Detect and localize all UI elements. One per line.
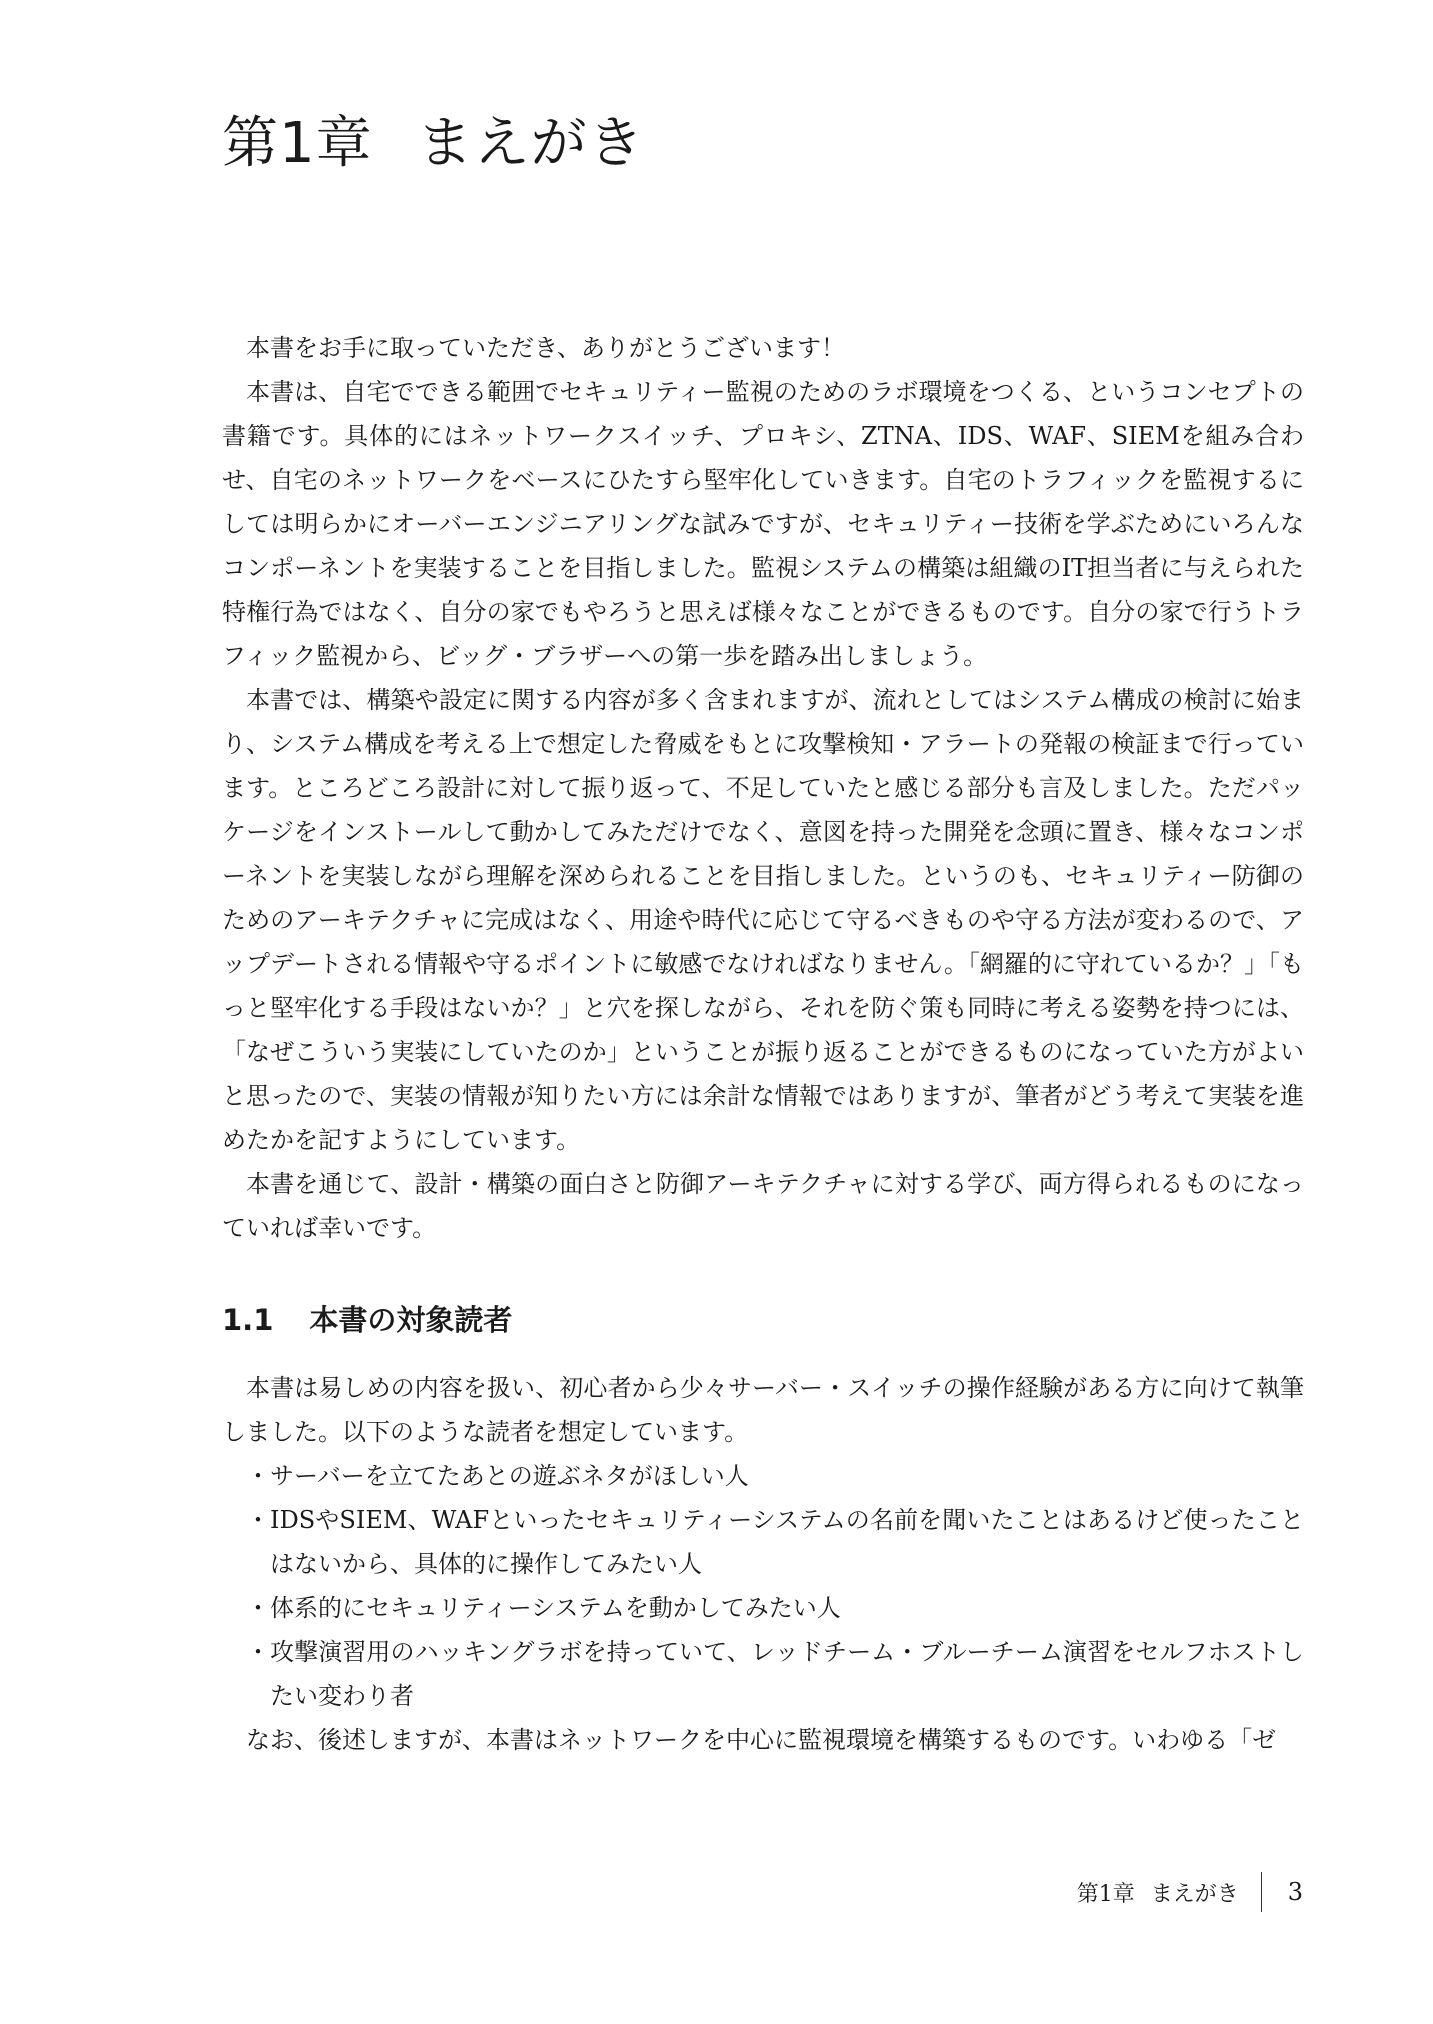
chapter-number: 第1章 [222,111,373,176]
bullet-mark: ・ [246,1462,270,1490]
section-title-text: 本書の対象読者 [309,1303,513,1337]
page-footer [1077,1872,1303,1912]
bullet-mark: ・ [246,1506,270,1534]
list-item [222,1630,1304,1718]
section-heading [222,1298,1304,1342]
bullet-mark: ・ [246,1594,270,1622]
section-number: 1.1 [222,1303,274,1337]
section-lead-paragraph: 本書は易しめの内容を扱い、初心者から少々サーバー・スイッチの操作経験がある方に向けて執筆しました。以下のような読者を想定しています。 [222,1374,1304,1446]
list-item [222,1498,1304,1586]
chapter-title-text: まえがき [416,111,645,176]
running-header-chapter-title: まえがき [1150,1881,1239,1907]
list-item [222,1586,1304,1630]
list-item-text: 体系的にセキュリティーシステムを動かしてみたい人 [270,1594,841,1622]
list-item-text: 攻撃演習用のハッキングラボを持っていて、レッドチーム・ブルーチーム演習をセルフホストしたい変わり者 [270,1638,1304,1710]
intro-paragraph-1: 本書をお手に取っていただき、ありがとうございます！ [246,334,846,362]
list-item [222,1454,1304,1498]
body-content [222,326,1304,1762]
intro-paragraph-4: 本書を通じて、設計・構築の面白さと防御アーキテクチャに対する学び、両方得られるものになっていれば幸いです。 [222,1170,1304,1242]
closing-paragraph: なお、後述しますが、本書はネットワークを中心に監視環境を構築するものです。いわゆる「ゼ [246,1726,1277,1754]
page-number: 3 [1287,1878,1303,1906]
target-reader-list [222,1454,1304,1718]
chapter-title [222,104,645,184]
list-item-text: サーバーを立てたあとの遊ぶネタがほしい人 [270,1462,749,1490]
bullet-mark: ・ [246,1638,270,1666]
list-item-text: IDSやSIEM、WAFといったセキュリティーシステムの名前を聞いたことはあるけど使ったことはないから、具体的に操作してみたい人 [270,1506,1304,1578]
intro-paragraph-3: 本書では、構築や設定に関する内容が多く含まれますが、流れとしてはシステム構成の検討に始まり、システム構成を考える上で想定した脅威をもとに攻撃検知・アラートの発報の検証まで行っています。ところどころ設計に対して振り返って、不足していたと感じる部分も言及しました。ただパッケージをインストールして動かしてみただけでなく、意図を持った開発を念頭に置き、様々なコンポーネントを実装しながら理解を深められることを目指しました。というのも、セキュリティー防御のためのアーキテクチャに完成はなく、用途や時代に応じて守るべきものや守る方法が変わるので、アップデートされる情報や守るポイントに敏感でなければなりません。「網羅的に守れているか？」「もっと堅牢化する手段はないか？」と穴を探しながら、それを防ぐ策も同時に考える姿勢を持つには、「なぜこういう実装にしていたのか」ということが振り返ることができるものになっていた方がよいと思ったので、実装の情報が知りたい方には余計な情報ではありますが、筆者がどう考えて実装を進めたかを記すようにしています。 [222,686,1304,1154]
intro-paragraph-2: 本書は、自宅でできる範囲でセキュリティー監視のためのラボ環境をつくる、というコンセプトの書籍です。具体的にはネットワークスイッチ、プロキシ、ZTNA、IDS、WAF、SIEMを組み合わせ、自宅のネットワークをベースにひたすら堅牢化していきます。自宅のトラフィックを監視するにしては明らかにオーバーエンジニアリングな試みですが、セキュリティー技術を学ぶためにいろんなコンポーネントを実装することを目指しました。監視システムの構築は組織のIT担当者に与えられた特権行為ではなく、自分の家でもやろうと思えば様々なことができるものです。自分の家で行うトラフィック監視から、ビッグ・ブラザーへの第一歩を踏み出しましょう。 [222,378,1304,670]
footer-divider [1261,1872,1262,1912]
running-header-chapter-number: 第1章 [1076,1881,1135,1907]
